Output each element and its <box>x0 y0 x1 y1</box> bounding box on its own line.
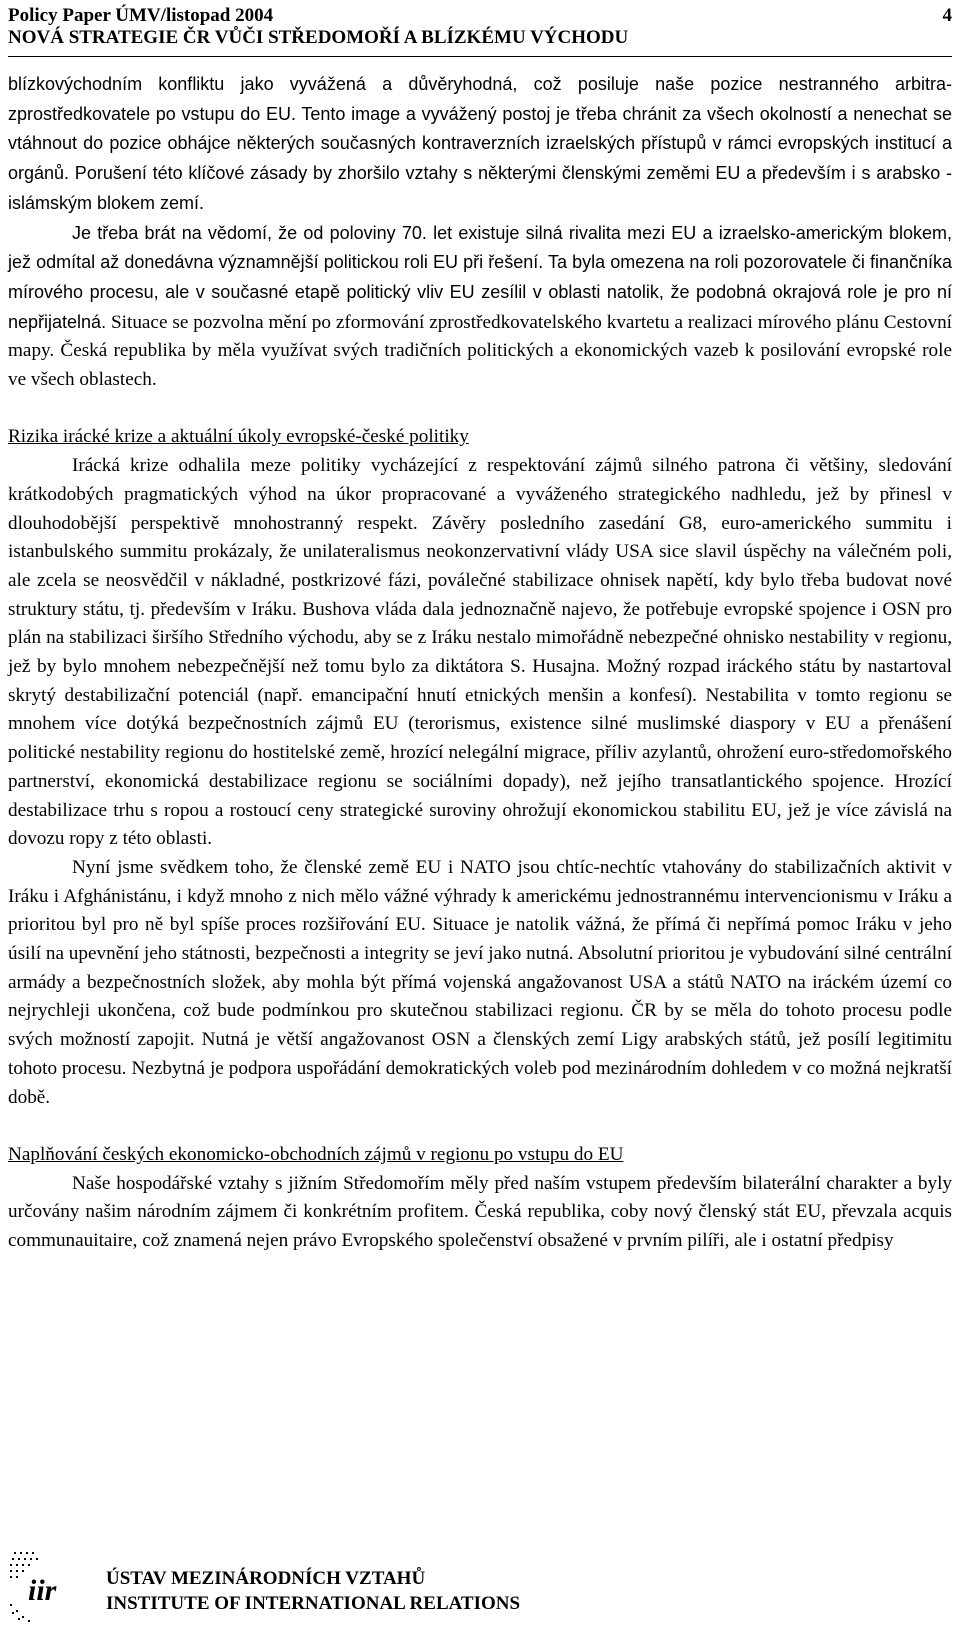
footer-institute <box>106 1566 520 1616</box>
section-heading-iraq: Rizika irácké krize a aktuální úkoly evropské-české politiky <box>8 426 469 448</box>
paragraph-2-part-a: Je třeba brát na vědomí, že od poloviny 70. let existuje silná rivalita mezi EU a izraelsko-americkým blokem, jež odmítal až donedávna významnější politickou roli EU při řešení. <box>8 222 952 273</box>
paragraph-3: Irácká krize odhalila meze politiky vycházející z respektování zájmů silného patrona či většiny, sledování krátkodobých pragmatických výhod na úkor propracované a vyváženého strategického nadhledu, jež by přinesl v dlouhodobější perspektivě mnohostranný respekt. Závěry posledního zasedání G8, euro-amerického summitu i istanbulského summitu prokázaly, že unilateralismus neokonzervativní vlády USA sice slavil úspěchy na válečném poli, ale zcela se neosvědčil v nákladné, postkrizové fázi, poválečné stabilizace ohnisek napětí, kdy bylo třeba budovat nové struktury státu, tj. především v Iráku. Bushova vláda dala jednoznačně najevo, že potřebuje evropské spojence i OSN pro plán na stabilizaci širšího Středního východu, aby se z Iráku nestalo mimořádně nebezpečné ohnisko nestability v regionu, jež by bylo mnohem nebezpečnější než tomu bylo za diktátora S. Husajna. Možný rozpad iráckého státu by nastartoval skrytý destabilizační potenciál (např. emancipační hnutí etnických menšin a konfesí). Nestabilita v tomto regionu se mnohem více dotýká bezpečnostních zájmů EU (terorismus, existence silné muslimské diaspory v EU a přenášení politické nestability regionu do hostitelské země, hrozící nelegální migrace, příliv azylantů, ohrožení euro-středomořského partnerství, ekonomická destabilizace regionu se sociálními dopady), než jejího transatlantického spojence. Hrozící destabilizace trhu s ropou a rostoucí ceny strategické suroviny ohrožují ekonomickou stabilitu EU, jež je více závislá na dovozu ropy z této oblasti. <box>8 455 952 850</box>
institute-logo <box>8 1546 72 1626</box>
paragraph-2-part-c: Situace se pozvolna mění po zformování zprostředkovatelského kvartetu a realizaci mírového plánu Cestovní mapy. Česká republika by měla využívat svých tradičních politických a ekonomických vazeb k posilování evropské role ve všech oblastech. <box>8 311 952 391</box>
footer <box>8 1546 952 1626</box>
page-number: 4 <box>942 5 952 26</box>
paragraph-4: Nyní jsme svědkem toho, že členské země EU i NATO jsou chtíc-nechtíc vtahovány do stabilizačních aktivit v Iráku i Afghánistánu, i když mnoho z nich mělo vážné výhrady k americkému jednostrannému intervencionismu v Iráku a prioritou byl pro ně byl spíše proces rozšiřování EU. Situace je natolik vážná, že přímá či nepřímá pomoc Iráku v jeho úsilí na upevnění jeho státnosti, bezpečnosti a integrity se jeví jako nutná. Absolutní prioritou je vybudování silné centrální armády a bezpečnostních složek, aby mohla být přímá vojenská angažovanost USA a států NATO na iráckém území co nejrychleji ukončena, což bude podmínkou pro skutečnou stabilizaci regionu. ČR by se měla do tohoto procesu podle svých možností zapojit. Nutná je větší angažovanost OSN a členských zemí Ligy arabských států, jež posílí legitimitu tohoto procesu. Nezbytná je podpora uspořádání demokratických voleb pod mezinárodním dohledem v co možná nejkratší době. <box>8 856 952 1108</box>
paragraph-2-part-b: Ta byla omezena na roli pozorovatele či finančníka mírového procesu, ale v současné etapě politický vliv EU zesílil v oblasti natolik, že podobná okrajová role je pro ní nepřijatelná. <box>8 252 952 332</box>
document-body <box>8 70 952 1256</box>
paragraph-1-part-a: blízkovýchodním konfliktu jako vyvážená a důvěryhodná, což posiluje naše pozice nestranného arbitra-zprostředkovatele po vstupu do EU. <box>8 74 952 124</box>
running-header <box>8 4 952 28</box>
header-series: Policy Paper ÚMV/listopad 2004 <box>8 5 274 26</box>
section-spacer <box>8 395 952 424</box>
header-rule <box>8 56 952 57</box>
header-title: NOVÁ STRATEGIE ČR VŮČI STŘEDOMOŘÍ A BLÍZKÉMU VÝCHODU <box>8 27 629 48</box>
institute-name-en: INSTITUTE OF INTERNATIONAL RELATIONS <box>106 1593 521 1614</box>
section-heading-economy: Naplňování českých ekonomicko-obchodních zájmů v regionu po vstupu do EU <box>8 1143 624 1165</box>
paragraph-2 <box>8 219 952 395</box>
paragraph-5: Naše hospodářské vztahy s jižním Středomořím měly před naším vstupem především bilaterální charakter a byly určovány našim národním zájmem či konkrétním profitem. Česká republika, coby nový členský stát EU, převzala acquis communauitaire, což znamená nejen právo Evropského společenství obsažené v prvním pilíři, ale i ostatní předpisy <box>8 1172 952 1252</box>
section-spacer <box>8 1112 952 1141</box>
paragraph-1 <box>8 70 952 219</box>
institute-name-cz: ÚSTAV MEZINÁRODNÍCH VZTAHŮ <box>106 1568 426 1589</box>
paragraph-1-part-b: Tento image a vyvážený postoj je třeba chránit za všech okolností a nenechat se vtáhnout do pozice obhájce některých současných kontraverzních izraelských přístupů v rámci evropských institucí a orgánů. Porušení této klíčové zásady by zhoršilo vztahy s některými členskými zeměmi EU a především i s arabsko - islámským blokem zemí. <box>8 103 952 213</box>
logo-letters: iir <box>28 1574 57 1607</box>
